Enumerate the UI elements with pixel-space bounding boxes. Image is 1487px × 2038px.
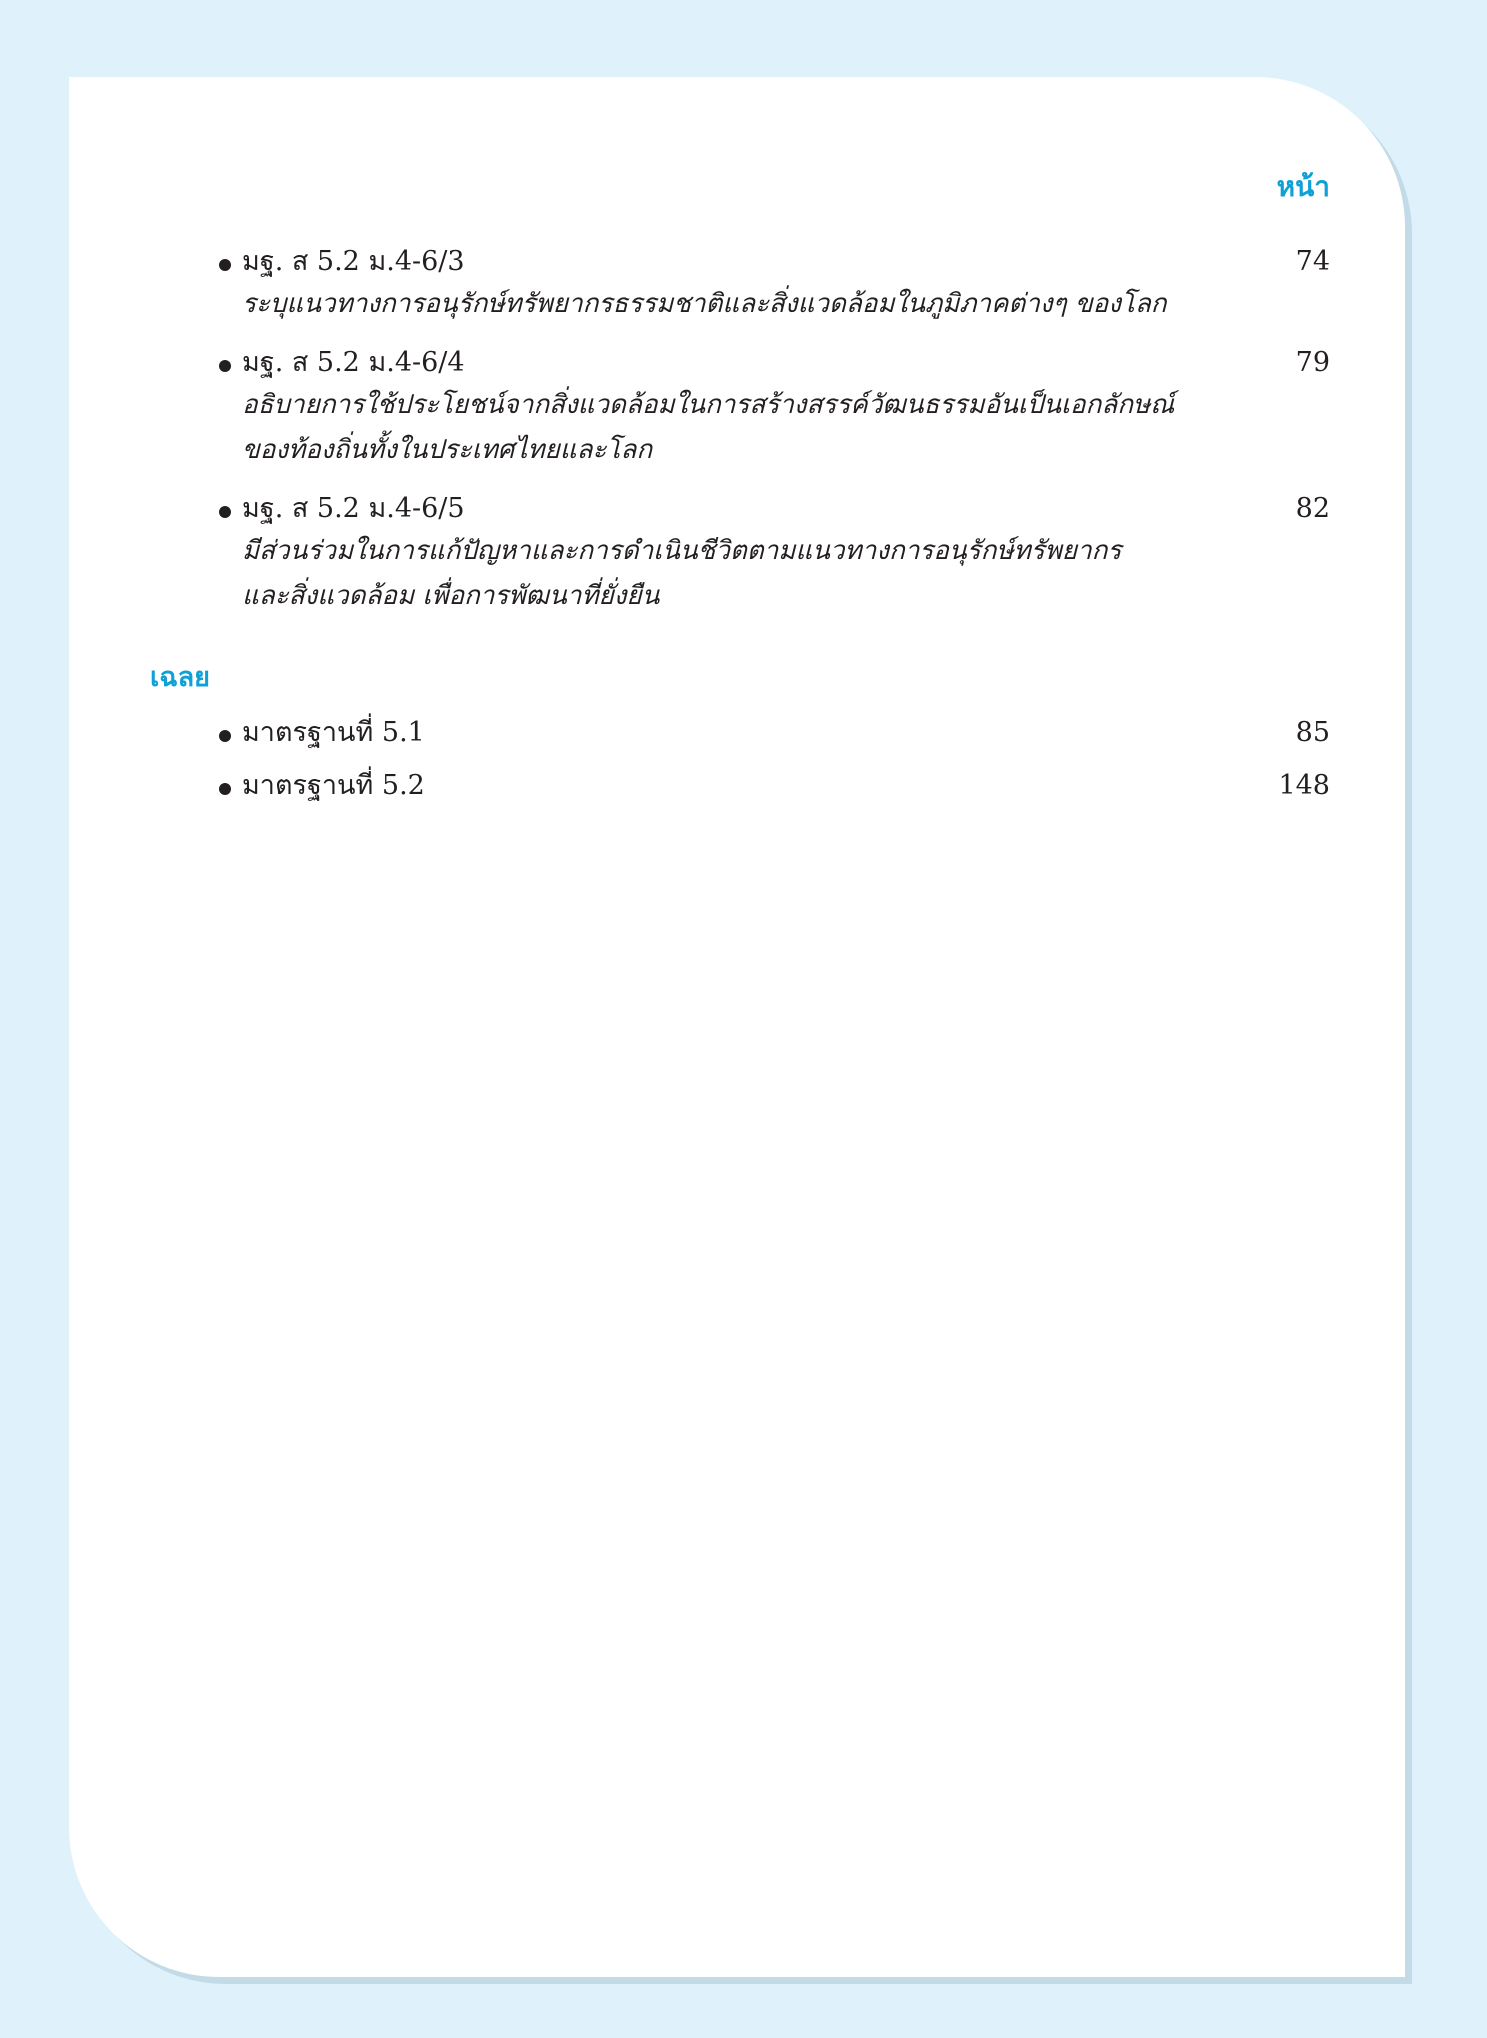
toc-entry-heading	[219, 713, 1330, 753]
toc-entry-heading	[219, 242, 1330, 282]
toc-entry-description: ของท้องถิ่นทั้งในประเทศไทยและโลก	[242, 435, 653, 465]
toc-entry-heading	[219, 766, 1330, 806]
toc-entry-heading	[219, 343, 1330, 383]
toc-entry	[219, 713, 1330, 753]
toc-entry	[219, 489, 1330, 619]
toc-entry	[219, 343, 1330, 473]
toc-entry-page: 85	[1295, 717, 1330, 748]
answers-section-title: เฉลย	[150, 662, 210, 693]
bullet-icon	[219, 783, 231, 795]
bullet-icon	[219, 360, 231, 372]
toc-entry	[219, 242, 1330, 327]
bullet-icon	[219, 730, 231, 742]
toc-entry-page: 74	[1295, 246, 1330, 277]
bullet-icon	[219, 506, 231, 518]
toc-entry-page: 79	[1295, 347, 1330, 378]
page-column-label: หน้า	[1276, 170, 1330, 203]
document-page	[69, 77, 1405, 1977]
toc-entry-description: ระบุแนวทางการอนุรักษ์ทรัพยากรธรรมชาติและสิ่งแวดล้อมในภูมิภาคต่างๆ ของโลก	[242, 289, 1167, 319]
toc-entry-title: มาตรฐานที่ 5.2	[242, 770, 425, 801]
toc-entry-description: อธิบายการใช้ประโยชน์จากสิ่งแวดล้อมในการสร้างสรรค์วัฒนธรรมอันเป็นเอกลักษณ์	[242, 390, 1175, 420]
toc-entry	[219, 766, 1330, 806]
toc-entry-title: มฐ. ส 5.2 ม.4-6/3	[242, 246, 465, 277]
bullet-icon	[219, 259, 231, 271]
toc-entry-title: มฐ. ส 5.2 ม.4-6/4	[242, 347, 465, 378]
toc-entry-page: 82	[1295, 493, 1330, 524]
toc-entry-description: และสิ่งแวดล้อม เพื่อการพัฒนาที่ยั่งยืน	[242, 581, 660, 611]
toc-entry-title: มฐ. ส 5.2 ม.4-6/5	[242, 493, 465, 524]
toc-entry-page: 148	[1278, 770, 1330, 801]
toc-entry-title: มาตรฐานที่ 5.1	[242, 717, 425, 748]
toc-entry-description: มีส่วนร่วมในการแก้ปัญหาและการดำเนินชีวิตตามแนวทางการอนุรักษ์ทรัพยากร	[242, 536, 1122, 566]
toc-entry-heading	[219, 489, 1330, 529]
